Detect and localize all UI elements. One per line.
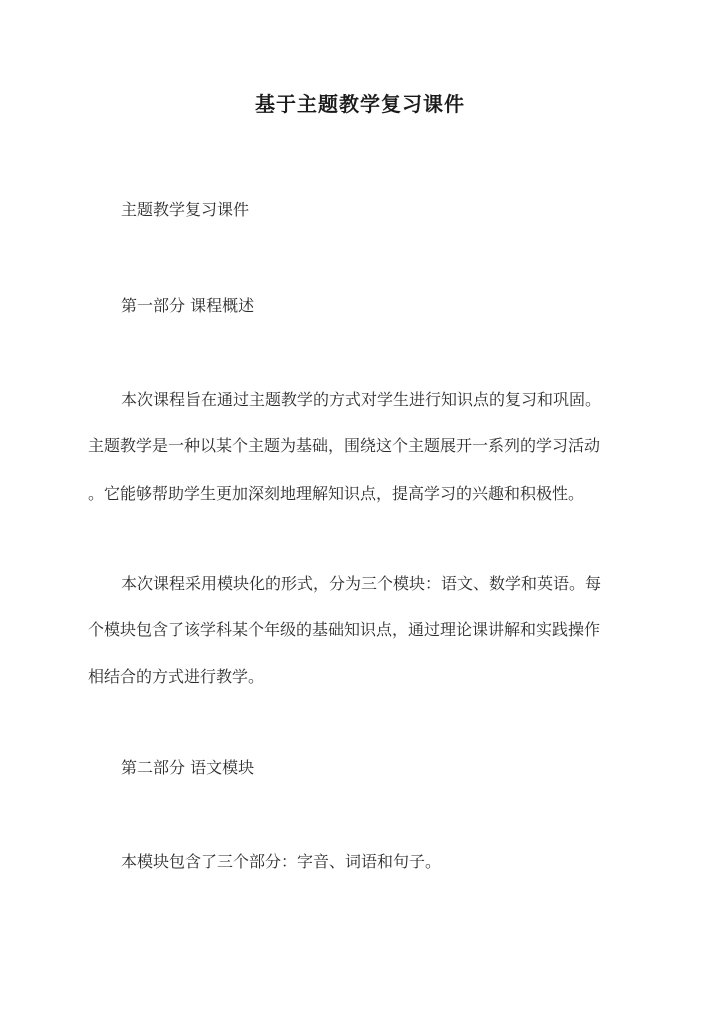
document-subtitle: 主题教学复习课件: [121, 200, 250, 219]
paragraph-2-line-1: 本次课程采用模块化的形式，分为三个模块：语文、数学和英语。每: [121, 574, 602, 593]
paragraph-1-line-3: 。它能够帮助学生更加深刻地理解知识点，提高学习的兴趣和积极性。: [88, 484, 585, 503]
section-heading-2: 第二部分 语文模块: [121, 758, 255, 777]
section-heading-1: 第一部分 课程概述: [121, 296, 255, 315]
paragraph-3-line-1: 本模块包含了三个部分：字音、词语和句子。: [121, 852, 442, 871]
paragraph-1-line-1: 本次课程旨在通过主题教学的方式对学生进行知识点的复习和巩固。: [121, 390, 602, 409]
paragraph-1-line-2: 主题教学是一种以某个主题为基础，围绕这个主题展开一系列的学习活动: [88, 436, 601, 455]
paragraph-2-line-3: 相结合的方式进行教学。: [88, 667, 265, 686]
document-title: 基于主题教学复习课件: [255, 92, 465, 116]
paragraph-2-line-2: 个模块包含了该学科某个年级的基础知识点，通过理论课讲解和实践操作: [88, 620, 601, 639]
